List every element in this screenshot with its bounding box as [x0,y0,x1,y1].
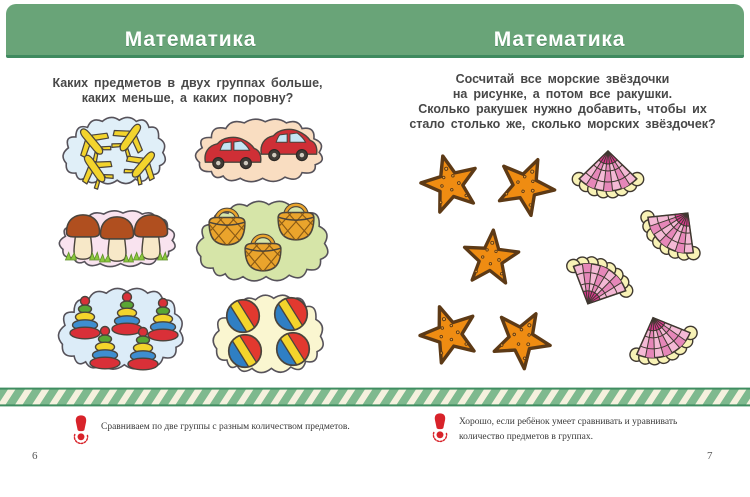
seashell-icon [620,304,704,374]
group-balls [210,289,328,381]
page-number-left: 6 [32,450,38,462]
question-line: Сосчитай все морские звёздочки [455,72,670,86]
exclamation-icon [70,413,92,444]
note-left: Сравниваем по две группы с разным количеством предметов. [101,422,350,432]
group-mushrooms [56,206,180,272]
group-cars [192,114,328,186]
question-line: Сколько ракушек нужно добавить, чтобы их [418,102,707,116]
starfish-icon [413,297,484,366]
page-title-right: Математика [493,28,626,51]
figures-starfish-shells [395,135,735,385]
starfish-icon [462,228,521,284]
seashell-icon [572,151,643,198]
question-left [30,76,345,106]
question-right [385,72,740,132]
seashell-icon [631,191,716,272]
group-baskets [193,195,333,288]
note-line: Хорошо, если ребёнок умеет сравнивать и уравнивать [459,417,678,427]
seashell-icon [556,246,640,319]
question-line: каких меньше, а каких поровну? [81,91,294,105]
note-right [459,415,749,444]
starfish-icon [485,300,560,374]
striped-ribbon-divider [0,387,750,407]
page-title-left: Математика [124,28,257,51]
header-band [6,4,744,58]
question-line: на рисунке, а потом все ракушки. [452,87,673,101]
question-line: Каких предметов в двух группах больше, [52,76,323,90]
question-line: стало столько же, сколько морских звёздочек? [409,117,716,131]
group-airplanes [60,112,170,192]
note-line: количество предметов в группах. [459,431,593,442]
exclamation-icon [429,411,451,442]
starfish-icon [416,149,484,215]
starfish-icon [490,148,563,220]
group-pyramid-toys [55,282,188,377]
page-number-right: 7 [707,450,713,462]
